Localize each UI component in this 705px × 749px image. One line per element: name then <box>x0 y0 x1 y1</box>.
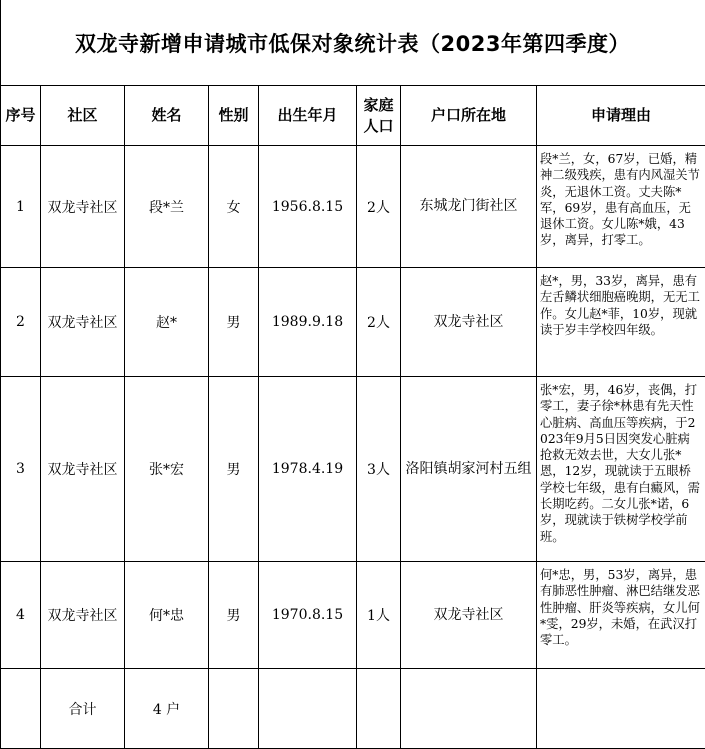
total-label: 合计 <box>41 669 125 749</box>
cell-empty <box>209 669 259 749</box>
header-no: 序号 <box>1 86 41 146</box>
cell-gender: 男 <box>209 562 259 669</box>
cell-address: 东城龙门街社区 <box>401 146 537 268</box>
cell-no: 1 <box>1 146 41 268</box>
header-reason: 申请理由 <box>537 86 705 146</box>
cell-empty <box>259 669 357 749</box>
header-gender: 性别 <box>209 86 259 146</box>
cell-name: 何*忠 <box>125 562 209 669</box>
cell-reason: 赵*，男，33岁，离异，患有左舌鳞状细胞癌晚期，无无工作。女儿赵*菲，10岁，现就读于岁丰学校四年级。 <box>537 268 705 377</box>
table-row <box>1 562 705 669</box>
cell-address: 双龙寺社区 <box>401 562 537 669</box>
table-row <box>1 268 705 377</box>
cell-name: 张*宏 <box>125 377 209 562</box>
page-title: 双龙寺新增申请城市低保对象统计表（2023年第四季度） <box>0 0 705 85</box>
cell-birth: 1956.8.15 <box>259 146 357 268</box>
statistics-table <box>0 85 705 749</box>
cell-birth: 1970.8.15 <box>259 562 357 669</box>
cell-gender: 女 <box>209 146 259 268</box>
cell-empty <box>357 669 401 749</box>
header-family-line2: 人口 <box>363 117 393 135</box>
cell-empty <box>537 669 705 749</box>
header-family-line1: 家庭 <box>363 96 393 114</box>
cell-family: 2人 <box>357 146 401 268</box>
header-name: 姓名 <box>125 86 209 146</box>
cell-community: 双龙寺社区 <box>41 146 125 268</box>
cell-no: 4 <box>1 562 41 669</box>
cell-no: 2 <box>1 268 41 377</box>
cell-community: 双龙寺社区 <box>41 377 125 562</box>
cell-gender: 男 <box>209 268 259 377</box>
cell-empty <box>401 669 537 749</box>
header-address: 户口所在地 <box>401 86 537 146</box>
cell-birth: 1989.9.18 <box>259 268 357 377</box>
cell-reason: 张*宏，男，46岁，丧偶，打零工，妻子徐*林患有先天性心脏病、高血压等疾病，于2023年9月5日因突发心脏病抢救无效去世，大女儿张*恩，12岁，现就读于五眼桥学校七年级，患有白癜风，需长期吃药。二女儿张*诺，6岁，现就读于铁树学校学前班。 <box>537 377 705 562</box>
cell-name: 段*兰 <box>125 146 209 268</box>
cell-reason: 何*忠，男，53岁，离异，患有肺恶性肿瘤、淋巴结继发恶性肿瘤、肝炎等疾病，女儿何*雯，29岁，未婚，在武汉打零工。 <box>537 562 705 669</box>
cell-family: 1人 <box>357 562 401 669</box>
cell-birth: 1978.4.19 <box>259 377 357 562</box>
cell-address: 双龙寺社区 <box>401 268 537 377</box>
cell-community: 双龙寺社区 <box>41 562 125 669</box>
cell-no: 3 <box>1 377 41 562</box>
cell-family: 3人 <box>357 377 401 562</box>
cell-name: 赵* <box>125 268 209 377</box>
table-row <box>1 146 705 268</box>
header-family-size <box>357 86 401 146</box>
cell-reason: 段*兰，女，67岁，已婚，精神二级残疾，患有内风湿关节炎，无退休工资。丈夫陈*军，69岁，患有高血压，无退休工资。女儿陈*娥，43岁，离异，打零工。 <box>537 146 705 268</box>
header-community: 社区 <box>41 86 125 146</box>
total-households: 4 户 <box>125 669 209 749</box>
cell-address: 洛阳镇胡家河村五组 <box>401 377 537 562</box>
cell-empty <box>1 669 41 749</box>
table-row <box>1 377 705 562</box>
total-row <box>1 669 705 749</box>
header-birth: 出生年月 <box>259 86 357 146</box>
cell-community: 双龙寺社区 <box>41 268 125 377</box>
cell-gender: 男 <box>209 377 259 562</box>
header-row <box>1 86 705 146</box>
cell-family: 2人 <box>357 268 401 377</box>
